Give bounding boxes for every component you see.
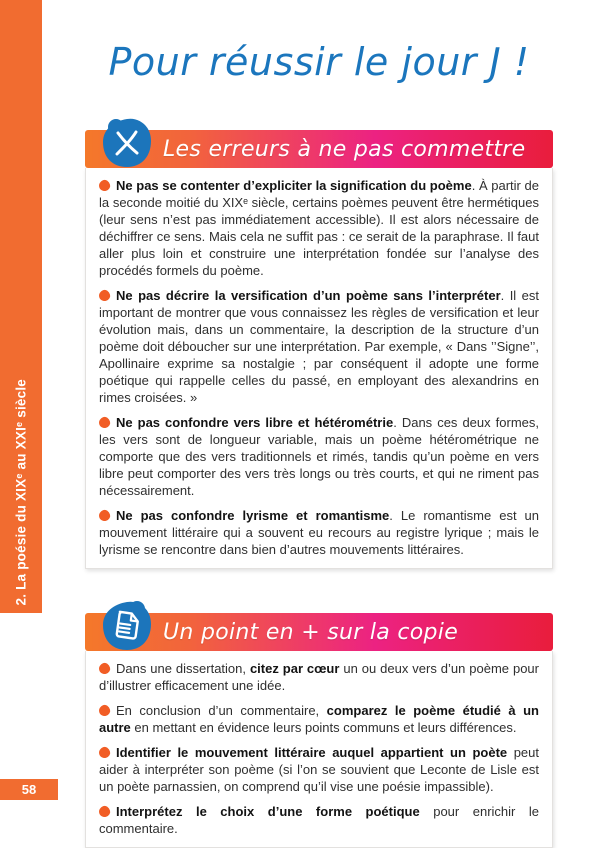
bullet-dot-icon bbox=[98, 805, 112, 819]
bullet-dot-icon bbox=[98, 746, 112, 760]
bullet-dot-icon bbox=[98, 662, 112, 676]
para-rest: en mettant en évidence leurs points communs et leurs différences. bbox=[130, 720, 517, 735]
document-icon bbox=[101, 600, 153, 652]
para-rest: . À partir de la seconde moitié du XIXᵉ siècle, certains poèmes peuvent être hermétiques (leur sens n’est pas immédiatement accessible). Il est alors nécessaire de déchiffrer ce sens. Mais cela ne suffit pas : ce serait de la paraphrase. Il faut aller plus loin et construire une interprétation fondée sur l’analyse des procédés formels du poème. bbox=[99, 178, 539, 278]
para-rest: . Le romantisme est un mouvement littéraire qui a souvent eu recours au registre lyrique ; mais le lyrisme se rencontre dans bien d’autres mouvements littéraires. bbox=[99, 508, 539, 557]
bullet-paragraph bbox=[99, 287, 539, 406]
para-rest: pour enrichir le commentaire. bbox=[99, 804, 539, 836]
bullet-paragraph bbox=[99, 744, 539, 795]
para-bold-lead: Interprétez le choix d’une forme poétique bbox=[116, 804, 420, 819]
bullet-dot-icon bbox=[98, 179, 112, 193]
page-title: Pour réussir le jour J ! bbox=[108, 40, 530, 84]
section-errors-heading: Les erreurs à ne pas commettre bbox=[163, 136, 526, 162]
para-bold-lead: Identifier le mouvement littéraire auquel appartient un poète bbox=[116, 745, 508, 760]
bullet-paragraph bbox=[99, 177, 539, 279]
para-bold-lead: Ne pas décrire la versification d’un poème sans l’interpréter bbox=[116, 288, 501, 303]
para-bold-lead: Ne pas confondre vers libre et hétérométrie bbox=[116, 415, 394, 430]
section-errors-body bbox=[85, 168, 553, 569]
para-rest: un ou deux vers d’un poème pour d’illustrer efficacement une idée. bbox=[99, 661, 539, 693]
bullet-paragraph bbox=[99, 414, 539, 499]
para-pre: En conclusion d’un commentaire, bbox=[116, 703, 327, 718]
page-content bbox=[85, 0, 553, 848]
section-tips bbox=[85, 613, 553, 848]
para-pre: Dans une dissertation, bbox=[116, 661, 250, 676]
bullet-paragraph bbox=[99, 660, 539, 694]
bullet-dot-icon bbox=[98, 289, 112, 303]
para-bold-lead: citez par cœur bbox=[249, 661, 340, 676]
page-number: 58 bbox=[0, 779, 58, 800]
bullet-paragraph bbox=[99, 507, 539, 558]
para-bold-lead: Ne pas confondre lyrisme et romantisme bbox=[116, 508, 390, 523]
section-errors-banner bbox=[85, 130, 553, 168]
para-rest: . Dans ces deux formes, les vers sont de longueur variable, mais un poème hétérométrique ne comporte que des vers traditionnels et rimés, tandis qu’un poème en vers libre peut comporter des vers très longs ou très courts, et qui ne riment pas nécessairement. bbox=[99, 415, 539, 498]
bullet-paragraph bbox=[99, 702, 539, 736]
bullet-dot-icon bbox=[98, 704, 112, 718]
section-tips-heading: Un point en + sur la copie bbox=[163, 619, 459, 645]
bullet-dot-icon bbox=[98, 416, 112, 430]
para-bold-lead: comparez le poème étudié à un autre bbox=[99, 703, 540, 735]
section-tips-body bbox=[85, 651, 553, 848]
x-cross-icon bbox=[101, 117, 153, 169]
bullet-dot-icon bbox=[98, 509, 112, 523]
para-rest: . Il est important de montrer que vous connaissez les règles de versification et leur évolution mais, dans un commentaire, la description de la structure d’un poème doit déboucher sur une interprétation. Par exemple, « Dans ’’Signe’’, Apollinaire exprime sa nostalgie ; par conséquent il adopte une forme poétique qui rappelle celles du passé, en employant des alexandrins en rimes croisées. » bbox=[99, 288, 539, 405]
section-tips-banner bbox=[85, 613, 553, 651]
para-bold-lead: Ne pas se contenter d’expliciter la signification du poème bbox=[116, 178, 472, 193]
para-rest: peut aider à interpréter son poème (si l’on se souvient que Leconte de Lisle est un poète parnassien, on comprend qu’il vise une poésie impassible). bbox=[99, 745, 539, 794]
bullet-paragraph bbox=[99, 803, 539, 837]
chapter-label: 2. La poésie du XIXᵉ au XXIᵉ siècle bbox=[13, 378, 29, 605]
chapter-sidebar-tab bbox=[0, 0, 42, 613]
section-errors bbox=[85, 130, 553, 569]
